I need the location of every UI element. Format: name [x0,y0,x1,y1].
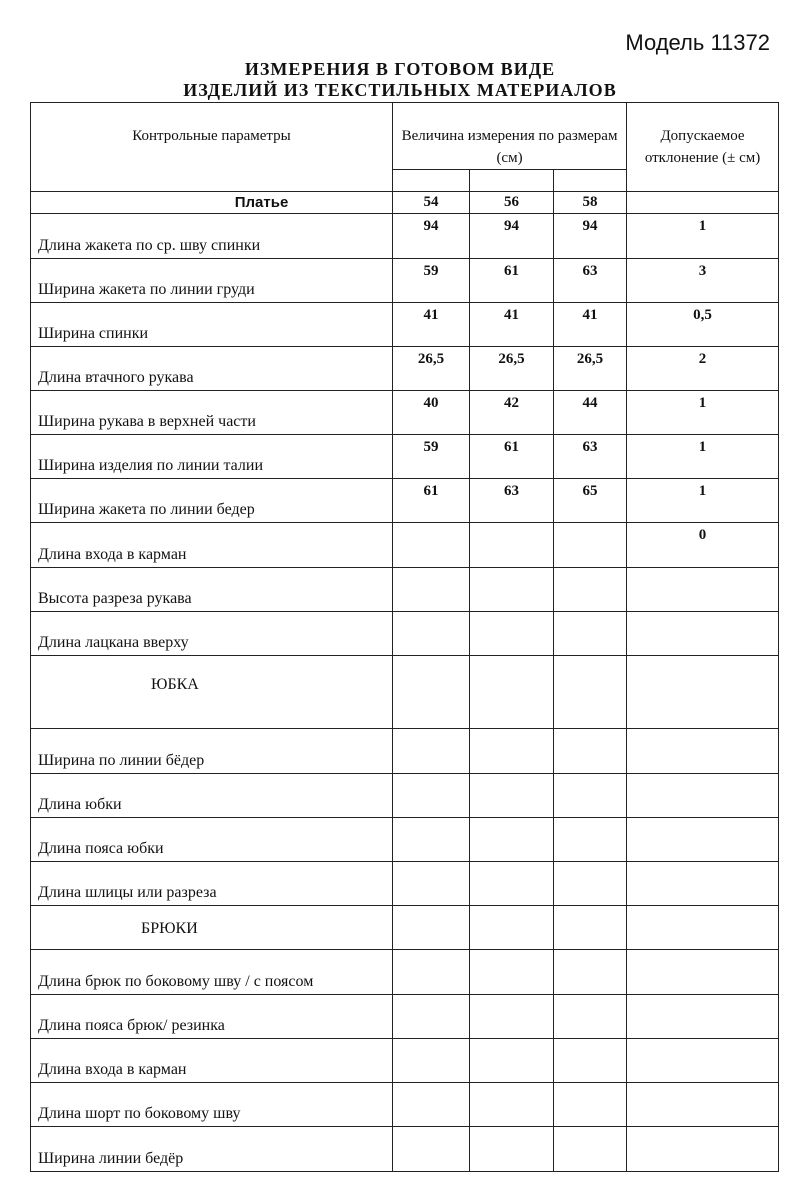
row-value [393,523,470,568]
row-name: Ширина спинки [31,303,393,347]
header-sub-cell [470,170,554,192]
row-value: 63 [554,435,627,479]
row-deviation: 3 [627,259,779,303]
row-name: Длина брюк по боковому шву / с поясом [31,950,393,995]
row-value: 59 [393,435,470,479]
document-title-line-1: ИЗМЕРЕНИЯ В ГОТОВОМ ВИДЕ [244,59,556,79]
row-value: 41 [470,303,554,347]
header-sub-cell [554,170,627,192]
row-name: Длина жакета по ср. шву спинки [31,214,393,259]
row-deviation: 1 [627,391,779,435]
row-value [393,612,470,656]
row-value: 94 [470,214,554,259]
row-value: 63 [554,259,627,303]
row-value [393,568,470,612]
header-size: Величина измерения по размерам (см) [393,103,627,170]
row-name: Длина входа в карман [31,1039,393,1083]
row-value: 41 [554,303,627,347]
row-name: Длина юбки [31,774,393,818]
row-value: 94 [393,214,470,259]
row-value: 65 [554,479,627,523]
row-name: Длина шорт по боковому шву [31,1083,393,1127]
row-name: Длина входа в карман [31,523,393,568]
table-row [31,774,779,818]
table-row [31,950,779,995]
row-deviation: 0 [627,523,779,568]
row-value: 40 [393,391,470,435]
table-row [31,568,779,612]
row-value [554,612,627,656]
size-cell: 58 [554,192,627,214]
header-sub-cell [393,170,470,192]
size-cell: 54 [393,192,470,214]
row-deviation: 1 [627,435,779,479]
section-title-trousers: БРЮКИ [31,906,393,950]
row-name: Длина лацкана вверху [31,612,393,656]
size-cell [627,192,779,214]
table-row [31,303,779,347]
section-title-skirt: ЮБКА [31,656,393,729]
table-row [31,391,779,435]
row-name: Длина пояса брюк/ резинка [31,995,393,1039]
row-value: 61 [470,435,554,479]
row-value: 63 [470,479,554,523]
table-row [31,1039,779,1083]
row-value [470,612,554,656]
table-row [31,612,779,656]
empty-cell [470,656,554,729]
table-row [31,259,779,303]
row-deviation: 1 [627,479,779,523]
table-row [31,523,779,568]
table-row [31,818,779,862]
row-value [554,523,627,568]
row-deviation: 2 [627,347,779,391]
model-label: Модель 11372 [625,30,770,55]
row-name: Ширина жакета по линии бедер [31,479,393,523]
row-deviation: 0,5 [627,303,779,347]
size-cell: 56 [470,192,554,214]
row-value: 26,5 [554,347,627,391]
header-param: Контрольные параметры [31,103,393,192]
table-row [31,995,779,1039]
row-value: 94 [554,214,627,259]
row-name: Длина втачного рукава [31,347,393,391]
table-row [31,1083,779,1127]
row-name: Ширина по линии бёдер [31,729,393,774]
row-name: Длина пояса юбки [31,818,393,862]
row-value: 26,5 [470,347,554,391]
row-name: Ширина рукава в верхней части [31,391,393,435]
document-title-line-2: ИЗДЕЛИЙ ИЗ ТЕКСТИЛЬНЫХ МАТЕРИАЛОВ [183,80,617,100]
row-value: 42 [470,391,554,435]
row-name: Ширина изделия по линии талии [31,435,393,479]
row-value: 61 [470,259,554,303]
row-value: 26,5 [393,347,470,391]
table-row [31,862,779,906]
row-value: 44 [554,391,627,435]
row-value: 41 [393,303,470,347]
table-row [31,479,779,523]
row-value [554,568,627,612]
table-row [31,347,779,391]
row-value: 61 [393,479,470,523]
table-row [31,214,779,259]
row-name: Длина шлицы или разреза [31,862,393,906]
measurements-table [30,102,779,1172]
empty-cell [627,656,779,729]
row-name: Ширина жакета по линии груди [31,259,393,303]
table-row [31,1127,779,1172]
row-name: Высота разреза рукава [31,568,393,612]
table-row [31,729,779,774]
row-value [470,568,554,612]
row-deviation: 1 [627,214,779,259]
dress-label: Платье [31,192,393,214]
table-header-row [31,103,779,170]
row-deviation [627,568,779,612]
row-value: 59 [393,259,470,303]
table-row [31,435,779,479]
row-deviation [627,612,779,656]
section-row-skirt [31,656,779,729]
sizes-row [31,192,779,214]
row-value [470,523,554,568]
row-name: Ширина линии бедёр [31,1127,393,1172]
empty-cell [393,656,470,729]
section-row-trousers [31,906,779,950]
header-deviation: Допускаемое отклонение (± см) [627,103,779,192]
empty-cell [554,656,627,729]
